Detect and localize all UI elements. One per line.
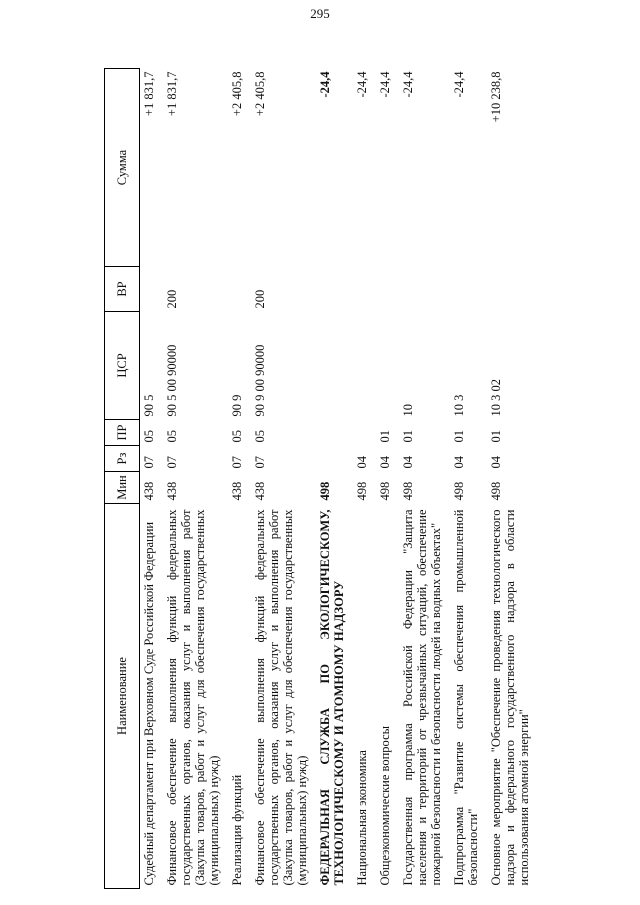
cell-csr: 90 5 00 90000 — [165, 344, 179, 417]
table-header — [105, 69, 140, 889]
cell-rz: 04 — [401, 456, 415, 469]
cell-name: Государственная программа Российской Федерации "Защита населения и территорий от чрезвычайных ситуаций, обеспечение пожарной безопасности и безопасности людей на водных объектах" — [401, 509, 443, 886]
cell-sum: -24,4 — [378, 71, 392, 98]
header-csr: ЦСР — [105, 312, 140, 420]
header-pr: ПР — [105, 420, 140, 446]
cell-rz — [316, 446, 353, 472]
cell-pr: 01 — [378, 430, 392, 443]
cell-rz: 04 — [489, 456, 503, 469]
table-row — [353, 69, 376, 889]
cell-min: 498 — [318, 481, 332, 501]
cell-vr — [399, 267, 450, 312]
header-sum: Сумма — [105, 69, 140, 267]
cell-csr: 90 9 — [230, 394, 244, 417]
table-row — [376, 69, 399, 889]
cell-csr: 10 3 02 — [489, 379, 503, 417]
cell-pr: 05 — [253, 430, 267, 443]
cell-csr: 10 3 — [452, 394, 466, 417]
header-name: Наименование — [105, 504, 140, 889]
cell-rz: 07 — [165, 456, 179, 469]
table-row — [487, 69, 538, 889]
cell-sum: -24,4 — [355, 71, 369, 98]
cell-name: Общеэкономические вопросы — [378, 725, 392, 886]
cell-sum: -24,4 — [452, 71, 466, 98]
cell-rz: 07 — [230, 456, 244, 469]
page-number: 295 — [310, 6, 330, 21]
header-min: Мин — [105, 472, 140, 504]
cell-min: 438 — [142, 481, 156, 501]
cell-vr: 200 — [253, 289, 267, 309]
header-vr: ВР — [105, 267, 140, 312]
cell-name: Финансовое обеспечение выполнения функций федеральных государственных органов, оказания услуг и выполнения работ (Закупка товаров, работ и услуг для обеспечения государственных (муниципальных) нужд) — [165, 509, 221, 886]
cell-rz: 07 — [142, 456, 156, 469]
budget-table — [104, 68, 538, 889]
cell-rz: 04 — [452, 456, 466, 469]
cell-min: 498 — [401, 481, 415, 501]
table-row — [163, 69, 228, 889]
cell-vr — [228, 267, 251, 312]
cell-min: 498 — [489, 481, 503, 501]
cell-vr — [487, 267, 538, 312]
table-body — [140, 69, 539, 889]
cell-sum: -24,4 — [401, 71, 415, 98]
table-row — [316, 69, 353, 889]
cell-pr — [353, 420, 376, 446]
cell-pr: 01 — [401, 430, 415, 443]
cell-name: Финансовое обеспечение выполнения функций федеральных государственных органов, оказания услуг и выполнения работ (Закупка товаров, работ и услуг для обеспечения государственных (муниципальных) нужд) — [253, 509, 309, 886]
cell-vr — [353, 267, 376, 312]
cell-csr — [316, 312, 353, 420]
cell-vr — [450, 267, 487, 312]
cell-min: 438 — [165, 481, 179, 501]
table-row — [228, 69, 251, 889]
cell-name: Национальная экономика — [355, 750, 369, 886]
cell-min: 498 — [355, 481, 369, 501]
table-row — [251, 69, 316, 889]
table-row — [140, 69, 164, 889]
cell-pr — [316, 420, 353, 446]
cell-pr: 01 — [452, 430, 466, 443]
cell-pr: 05 — [230, 430, 244, 443]
cell-rz: 07 — [253, 456, 267, 469]
cell-name: Реализация функций — [230, 774, 244, 886]
cell-sum: +1 831,7 — [142, 71, 156, 117]
table-row — [450, 69, 487, 889]
cell-sum: +2 405,8 — [230, 71, 244, 117]
cell-min: 498 — [452, 481, 466, 501]
cell-rz: 04 — [355, 456, 369, 469]
cell-vr — [140, 267, 164, 312]
cell-min: 498 — [378, 481, 392, 501]
cell-csr: 90 9 00 90000 — [253, 344, 267, 417]
cell-pr: 01 — [489, 430, 503, 443]
cell-vr — [376, 267, 399, 312]
cell-pr: 05 — [165, 430, 179, 443]
cell-name: Основное мероприятие "Обеспечение проведения технологического надзора и федерального государственного надзора в области использования атомной энергии" — [489, 509, 531, 886]
cell-min: 438 — [230, 481, 244, 501]
cell-sum: +2 405,8 — [253, 71, 267, 117]
cell-vr — [316, 267, 353, 312]
cell-csr — [353, 312, 376, 420]
cell-min: 438 — [253, 481, 267, 501]
cell-sum: +1 831,7 — [165, 71, 179, 117]
cell-sum: +10 238,8 — [489, 71, 503, 123]
cell-pr: 05 — [142, 430, 156, 443]
cell-rz: 04 — [378, 456, 392, 469]
cell-name: ФЕДЕРАЛЬНАЯ СЛУЖБА ПО ЭКОЛОГИЧЕСКОМУ, ТЕХНОЛОГИЧЕСКОМУ И АТОМНОМУ НАДЗОРУ — [318, 509, 346, 886]
cell-vr: 200 — [165, 289, 179, 309]
cell-csr — [376, 312, 399, 420]
cell-name: Подпрограмма "Развитие системы обеспечения промышленной безопасности" — [452, 509, 480, 886]
cell-sum: -24,4 — [318, 71, 332, 98]
cell-csr: 10 — [401, 404, 415, 417]
table-row — [399, 69, 450, 889]
cell-csr: 90 5 — [142, 394, 156, 417]
rotated-table-page — [104, 69, 616, 889]
cell-name: Судебный департамент при Верховном Суде Российской Федерации — [142, 521, 156, 886]
header-rz: Рз — [105, 446, 140, 472]
